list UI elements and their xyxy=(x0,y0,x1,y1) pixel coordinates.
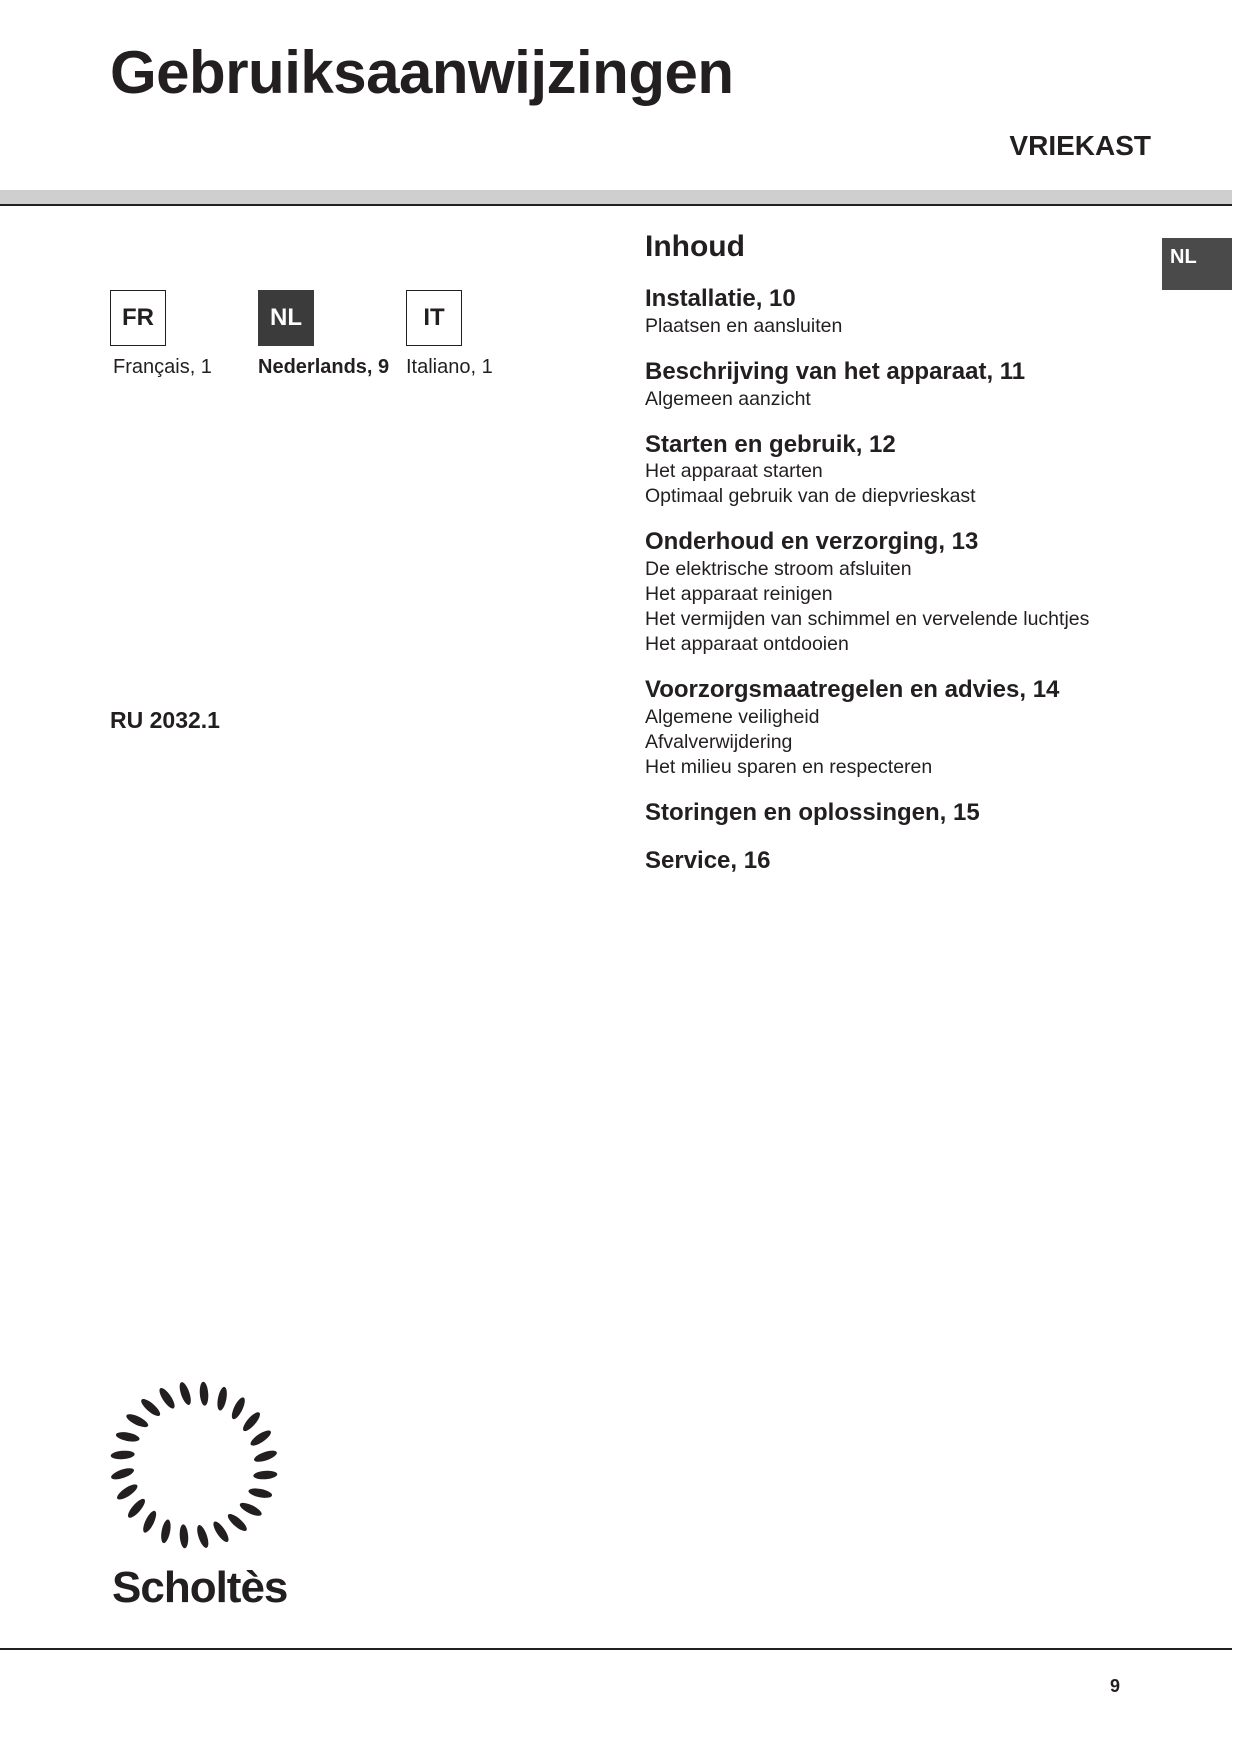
language-code-box: IT xyxy=(406,290,462,346)
sun-ray xyxy=(248,1428,273,1448)
sun-ray xyxy=(141,1509,159,1534)
sun-ray xyxy=(115,1430,140,1443)
sun-ray xyxy=(110,1466,135,1482)
toc-item: Algemeen aanzicht xyxy=(645,387,811,410)
language-label: Nederlands, 9 xyxy=(258,356,390,378)
language-label: Italiano, 1 xyxy=(406,356,493,378)
sun-ray xyxy=(226,1511,250,1533)
sun-ray xyxy=(115,1482,140,1502)
language-option-nl[interactable] xyxy=(258,290,408,379)
sun-ray xyxy=(253,1448,278,1464)
toc-section xyxy=(645,799,1165,828)
toc-section xyxy=(645,431,1165,510)
sun-ray xyxy=(125,1497,147,1521)
sun-ray xyxy=(240,1410,262,1434)
language-label: Français, 1 xyxy=(113,356,212,378)
toc-section xyxy=(645,528,1165,657)
language-code-box: NL xyxy=(258,290,314,346)
language-option-it[interactable] xyxy=(406,290,556,379)
sun-ray xyxy=(179,1524,189,1549)
toc-section-title[interactable]: Installatie, 10 xyxy=(645,285,796,312)
toc-item: Het apparaat ontdooien xyxy=(645,633,849,656)
document-title: Gebruiksaanwijzingen xyxy=(110,39,734,106)
toc-item: Afvalverwijdering xyxy=(645,730,793,753)
toc-section xyxy=(645,847,1165,876)
toc-item: Het apparaat starten xyxy=(645,460,823,483)
toc-section xyxy=(645,358,1165,412)
sun-ray xyxy=(238,1500,263,1518)
toc-heading: Inhoud xyxy=(645,230,745,263)
footer-rule xyxy=(0,1648,1232,1650)
page-number: 9 xyxy=(1110,1676,1121,1696)
sun-ray xyxy=(211,1519,231,1544)
brand-logo: Scholtès xyxy=(112,1563,288,1612)
toc-item: Algemene veiligheid xyxy=(645,705,820,728)
document-subtitle: VRIEKAST xyxy=(1009,130,1151,161)
toc-section-title[interactable]: Starten en gebruik, 12 xyxy=(645,430,896,458)
sun-ray xyxy=(195,1524,211,1549)
toc-section xyxy=(645,676,1165,780)
sun-ray xyxy=(199,1381,209,1406)
sun-ray xyxy=(248,1487,273,1500)
sun-ray xyxy=(229,1396,247,1421)
model-number: RU 2032.1 xyxy=(110,707,220,733)
toc-item: De elektrische stroom afsluiten xyxy=(645,558,912,581)
sun-ray xyxy=(125,1412,150,1430)
sun-ray xyxy=(253,1470,278,1480)
toc-item: Plaatsen en aansluiten xyxy=(645,314,843,337)
toc-section-title[interactable]: Beschrijving van het apparaat, 11 xyxy=(645,357,1026,385)
language-code-box: FR xyxy=(110,290,166,346)
header-rule xyxy=(0,204,1232,206)
toc-section-title[interactable]: Voorzorgsmaatregelen en advies, 14 xyxy=(645,676,1060,704)
sun-ray xyxy=(139,1396,163,1418)
sun-logo-icon xyxy=(104,1375,284,1555)
toc-item: Optimaal gebruik van de diepvrieskast xyxy=(645,485,976,508)
sun-ray xyxy=(159,1519,172,1544)
language-tab: NL xyxy=(1162,238,1232,290)
header-band xyxy=(0,190,1232,204)
toc-section-title[interactable]: Onderhoud en verzorging, 13 xyxy=(645,528,979,556)
sun-ray xyxy=(157,1386,177,1411)
toc-item: Het milieu sparen en respecteren xyxy=(645,755,933,778)
toc-section xyxy=(645,285,1165,339)
sun-ray xyxy=(110,1450,135,1460)
toc-section-title[interactable]: Service, 16 xyxy=(645,846,771,874)
sun-ray xyxy=(216,1386,229,1411)
table-of-contents xyxy=(645,230,1165,895)
language-option-fr[interactable] xyxy=(110,290,260,379)
toc-item: Het apparaat reinigen xyxy=(645,583,833,606)
toc-section-title[interactable]: Storingen en oplossingen, 15 xyxy=(645,798,980,826)
sun-ray xyxy=(177,1381,193,1406)
toc-item: Het vermijden van schimmel en vervelende luchtjes xyxy=(645,608,1090,631)
